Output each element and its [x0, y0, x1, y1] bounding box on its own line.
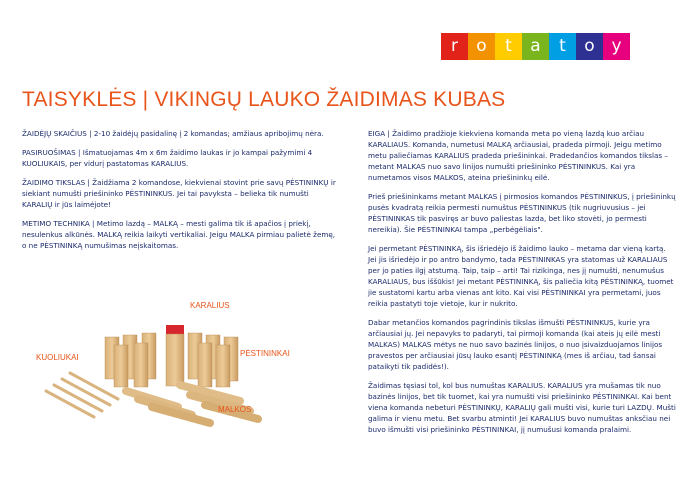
rules-players: ŽAIDĖJŲ SKAIČIUS | 2-10 žaidėjų pasidalinę į 2 komandas; amžiaus apribojimų nėra.: [22, 129, 324, 138]
label-pawns: PĖSTININKAI: [240, 349, 290, 358]
left-column: [22, 128, 337, 259]
batons: [126, 385, 258, 423]
kubb-pieces-illustration: [30, 295, 330, 435]
label-king: KARALIUS: [190, 301, 230, 310]
logo-letter: t: [495, 33, 522, 60]
logo-letter: o: [576, 33, 603, 60]
logo-letter: t: [549, 33, 576, 60]
right-column: [368, 128, 676, 443]
stakes: [46, 373, 118, 417]
logo-letter: o: [468, 33, 495, 60]
rules-king: Žaidimas tęsiasi tol, kol bus numuštas KARALIUS. KARALIUS yra mušamas tik nuo bazinės linijos, bet tik tuomet, kai yra numušti visi priešininko PĖSTININKAI. Kai bent viena komanda nebeturi PĖSTININKŲ, KARALIŲ gali mušti visi, kurie turi LAZDŲ. Mušti galima ir vienu metu. Bet svarbu atminti! Jei KARALIUS buvo numuštas anksčiau nei buvo išmušti visi priešininko PĖSTININKAI, jį numušusi komanda pralaimi.: [368, 381, 676, 434]
logo-letter: a: [522, 33, 549, 60]
rules-rethrow: Jei permetant PĖSTININKĄ, šis išriedėjo iš žaidimo lauko – metama dar vieną kartą. Jei jis išriedėjo ir po antro bandymo, tada PĖSTININKAS yra statomas už KARALIAUS per jo paties ilgį atstumą. Taip, taip – arti! Tai rizikinga, nes jį numušti, nenumušus KARALIAUS, bus iššūkis! Jei metant PĖSTININKĄ, šis paliečia kitą PĖSTININKĄ, tuomet jie sustatomi kartu arba vienas ant kito. Kai visi PĖSTININKAI yra permetami, juos reikia pastatyti toje vietoje, kur ir nukrito.: [368, 244, 674, 308]
rotatoy-logo: [441, 33, 630, 60]
logo-letter: y: [603, 33, 630, 60]
rules-technique: METIMO TECHNIKA | Metimo lazdą – MALKĄ – mesti galima tik iš apačios į priekį, nesulenkus alkūnės. MALKĄ reikia laikyti vertikaliai. Jeigu MALKA pirmiau palietė žemę, o ne PĖSTININKĄ numušimas neįskaitomas.: [22, 219, 336, 250]
label-stakes: KUOLIUKAI: [36, 353, 79, 362]
rules-advance-line: Dabar metančios komandos pagrindinis tikslas išmušti PĖSTININKUS, kurie yra arčiausiai jų. Jei nepavyks to padaryti, tai pirmoji komanda (kai ateis jų eilė mesti MALKAS) MALKAS mėtys ne nuo savo bazinės linijos, o nuo įsivaizduojamos linijos pravestos per arčiausiai jūsų lauko esantį PĖSTININKĄ (mes iš arčiau, tad šansai pataikyti tik padidės!).: [368, 318, 663, 371]
rules-setup: PASIRUOŠIMAS | Išmatuojamas 4m x 6m žaidimo laukas ir jo kampai pažymimi 4 KUOLIUKAIS, per vidurį pastatomas KARALIUS.: [22, 148, 313, 168]
label-batons: MALKOS: [218, 405, 252, 414]
logo-letter: r: [441, 33, 468, 60]
king-block: [166, 325, 184, 386]
kubb-pieces-drawing: [30, 295, 330, 435]
rules-goal: ŽAIDIMO TIKSLAS | Žaidžiama 2 komandose, kiekvienai stovint prie savų PĖSTININKŲ ir siekiant numušti priešininko PĖSTININKUS. Jei tai pavyksta – belieka tik numušti KARALIŲ ir jūs laimėjote!: [22, 178, 336, 209]
rules-flow: EIGA | Žaidimo pradžioje kiekviena komanda meta po vieną lazdą kuo arčiau KARALIAUS. Komanda, numetusi MALKĄ arčiausiai, pradeda pirmoji. Jeigu metimo metu paliečiamas KARALIUS pradeda priešininkai. Pradedančios komandos tikslas – metant MALKAS nuo savo linijos numušti priešininko PĖSTININKUS. Kai yra numetamos visos MALKOS, ateina priešininkų eilė.: [368, 129, 669, 182]
rules-throwback: Prieš priešininkams metant MALKAS į pirmosios komandos PĖSTININKUS, į priešininkų pusės kvadratą reikia permesti numuštus PĖSTININKUS (tik nugriuvusius – jei PĖSTININKAS tik pasviręs ar buvo paliestas lazda, bet liko stovėti, jo permesti nereikia). Šie PĖSTININKAI tampa „perbėgėliais".: [368, 192, 676, 234]
page-title: TAISYKLĖS | VIKINGŲ LAUKO ŽAIDIMAS KUBAS: [22, 88, 506, 111]
